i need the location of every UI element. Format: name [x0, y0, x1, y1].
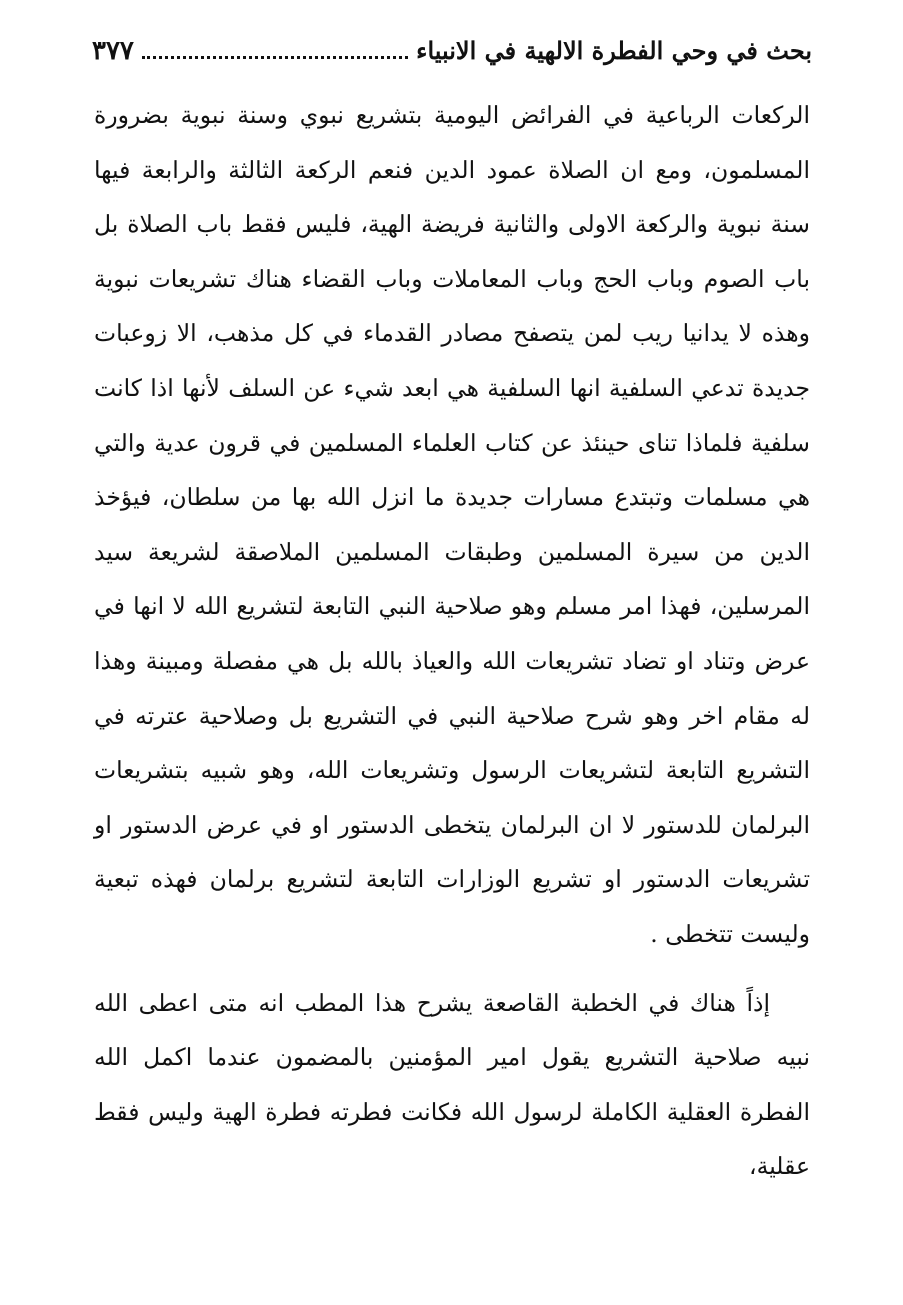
body-text [94, 88, 810, 1194]
paragraph-2: إذاً هناك في الخطبة القاصعة يشرح هذا المطب انه متى اعطى الله نبيه صلاحية التشريع يقول امير المؤمنين بالمضمون عندما اكمل الله الفطرة العقلية الكاملة لرسول الله فكانت فطرته فطرة الهية وليس فقط عقلية، [94, 988, 810, 1181]
page-header [92, 30, 812, 72]
page-number: ٣٧٧ [92, 36, 134, 66]
paragraph-1: الركعات الرباعية في الفرائض اليومية بتشريع نبوي وسنة نبوية بضرورة المسلمون، ومع ان الصلاة عمود الدين فنعم الركعة الثالثة والرابعة فيها سنة نبوية والركعة الاولى والثانية فريضة الهية، فليس فقط باب الصلاة بل باب الصوم وباب الحج وباب المعاملات وباب القضاء هناك تشريعات نبوية وهذه لا يدانيا ريب لمن يتصفح مصادر القدماء في كل مذهب، الا زوعبات جديدة تدعي السلفية انها السلفية هي ابعد شيء عن السلف لأنها اذا كانت سلفية فلماذا تناى حينئذ عن كتاب العلماء المسلمين في قرون عدية والتي هي مسلمات وتبتدع مسارات جديدة ما انزل الله بها من سلطان، فيؤخذ الدين من سيرة المسلمين وطبقات المسلمين الملاصقة لشريعة سيد المرسلين، فهذا امر مسلم وهو صلاحية النبي التابعة لتشريع الله لا انها في عرض وتناد او تضاد تشريعات الله والعياذ بالله بل هي مفصلة ومبينة وهذا له مقام اخر وهو شرح صلاحية النبي في التشريع بل وصلاحية عترته في التشريع التابعة لتشريعات الرسول وتشريعات الله، وهو شبيه بتشريعات البرلمان للدستور لا ان البرلمان يتخطى الدستور او في عرض الدستور او تشريعات الدستور او تشريع الوزارات التابعة لتشريع برلمان فهذه تبعية وليست تتخطى . [94, 101, 810, 948]
dotted-leader [142, 56, 408, 59]
running-title: بحث في وحي الفطرة الالهية في الانبياء [416, 36, 812, 65]
